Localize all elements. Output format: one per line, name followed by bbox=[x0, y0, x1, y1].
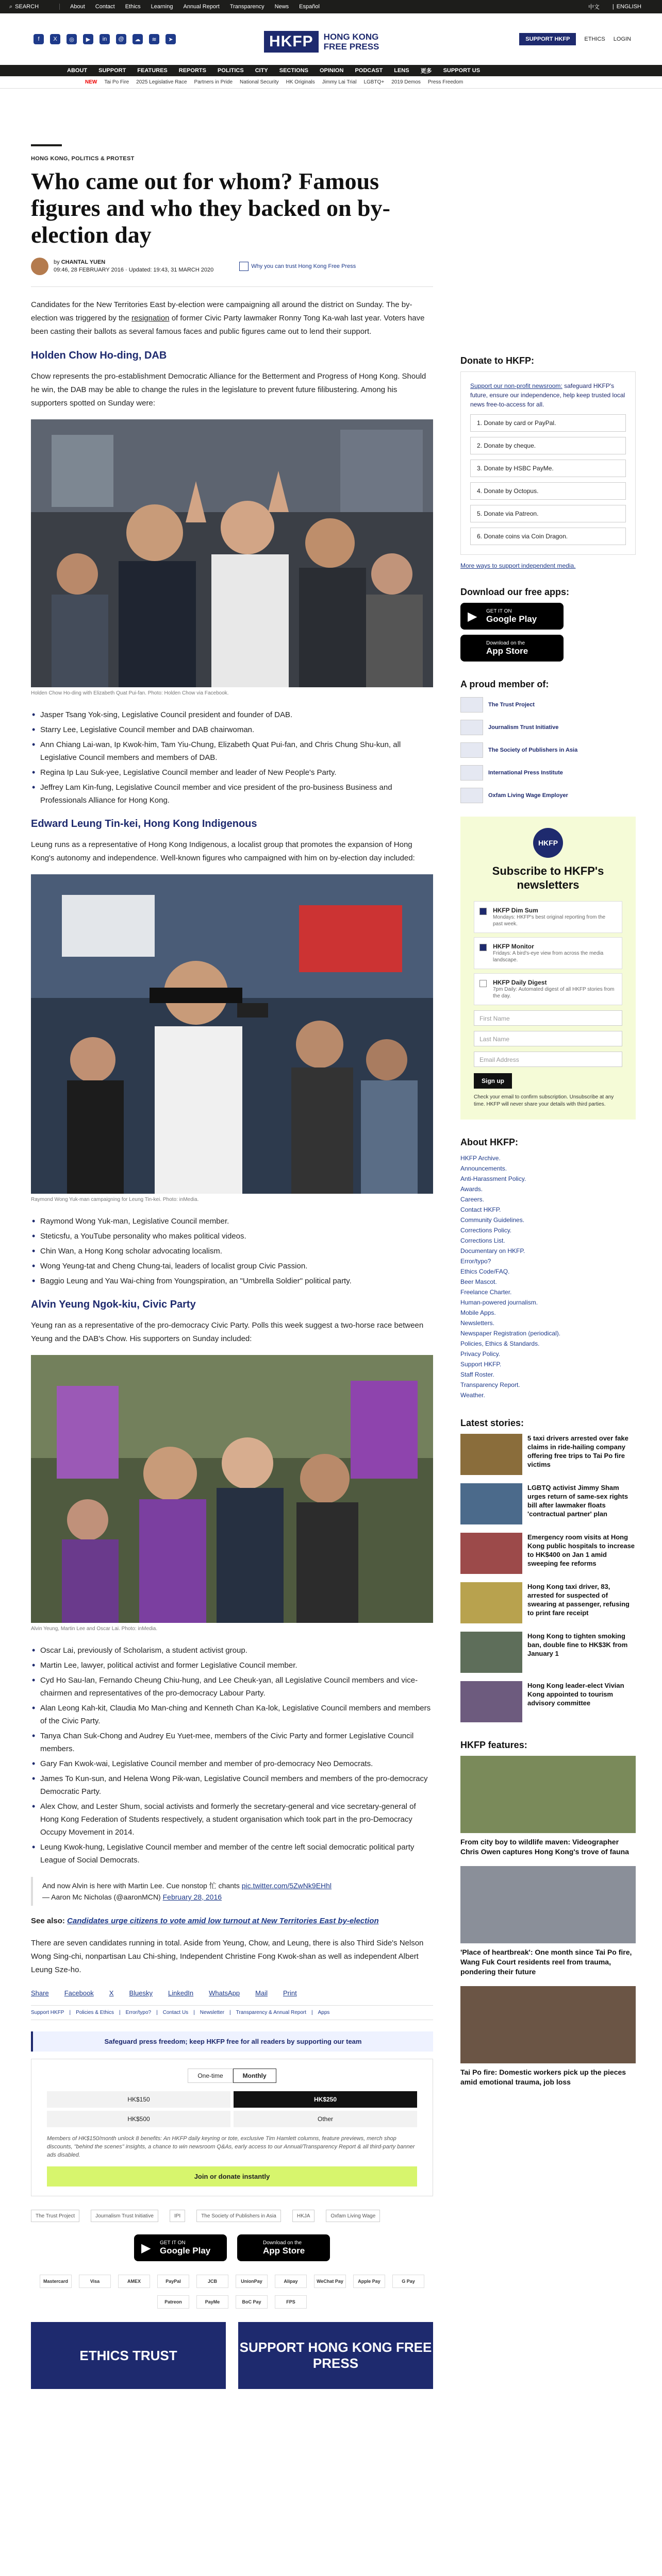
section-heading: Holden Chow Ho-ding, DAB bbox=[31, 350, 167, 361]
utility-search-label: SEARCH bbox=[15, 4, 39, 10]
first-name-input[interactable]: First Name bbox=[474, 1010, 622, 1026]
latest-heading: Latest stories: bbox=[460, 1418, 524, 1428]
divider bbox=[31, 286, 433, 287]
donate-box bbox=[460, 371, 636, 555]
newsletter-checkbox[interactable] bbox=[479, 980, 487, 987]
ethics-link[interactable]: ETHICS bbox=[584, 36, 605, 42]
footer-link[interactable]: Transparency & Annual Report bbox=[236, 2010, 307, 2015]
trending-link[interactable]: Jimmy Lai Trial bbox=[322, 79, 357, 85]
subscribe-title: Subscribe to HKFP's newsletters bbox=[492, 865, 604, 891]
payment-logo: BoC Pay bbox=[236, 2295, 268, 2309]
about-links bbox=[460, 1153, 636, 1400]
about-link[interactable]: Corrections Policy. bbox=[460, 1227, 512, 1234]
partner-logo[interactable]: IPI bbox=[170, 2210, 185, 2222]
share-bar bbox=[31, 1989, 433, 1997]
author-avatar bbox=[31, 258, 48, 275]
dateline: 09:46, 28 FEBRUARY 2016 · Updated: 19:43, 31 MARCH 2020 bbox=[54, 267, 214, 273]
story-thumbnail[interactable] bbox=[460, 1483, 522, 1524]
support-hkfp-banner[interactable]: SUPPORT HONG KONG FREE PRESS bbox=[238, 2322, 433, 2389]
utility-link[interactable]: Learning bbox=[151, 4, 173, 10]
share-x[interactable]: X bbox=[109, 1989, 114, 1997]
story-thumbnail[interactable] bbox=[460, 1434, 522, 1475]
nav-item[interactable]: SUPPORT bbox=[98, 67, 126, 74]
about-link[interactable]: Newspaper Registration (periodical). bbox=[460, 1330, 561, 1337]
article-category[interactable]: HONG KONG, POLITICS & PROTEST bbox=[31, 156, 135, 162]
article bbox=[31, 103, 433, 2389]
feature-item[interactable] bbox=[460, 1866, 636, 1977]
nav-item[interactable]: POLITICS bbox=[217, 67, 244, 74]
newsletter-signup bbox=[460, 817, 636, 1120]
list-item: • Chin Wan, a Hong Kong scholar advocating localism. bbox=[31, 1245, 433, 1258]
google-play-icon: ▶ bbox=[468, 609, 477, 623]
payment-logo: FPS bbox=[275, 2295, 307, 2309]
last-name-input[interactable]: Last Name bbox=[474, 1031, 622, 1046]
newsletter-option[interactable]: HKFP Dim Sum Mondays: HKFP's best original reporting from the past week. bbox=[474, 901, 622, 933]
social-icons bbox=[34, 34, 176, 44]
app-store-badge[interactable]: Download on the App Store bbox=[460, 635, 564, 662]
amount-option[interactable]: HK$500 bbox=[47, 2111, 230, 2127]
story-item[interactable] bbox=[460, 1434, 636, 1475]
oxfam-icon bbox=[460, 788, 483, 803]
list-item: • Alex Chow, and Lester Shum, social activists and formerly the secretary-general and vice secretary-general of Hong Kong Federation of Students respectively, a student organisation which took part in the pro-Democracy Occupy Movement in 2014. bbox=[31, 1800, 433, 1839]
list-item: • Cyd Ho Sau-lan, Fernando Cheung Chiu-hung, and Lee Cheuk-yan, all Legislative Council members and vice-chairmen and representatives of the pro-democracy Labour Party. bbox=[31, 1674, 433, 1700]
youtube-icon[interactable]: ▶ bbox=[83, 34, 93, 44]
amount-option-selected[interactable]: HK$250 bbox=[234, 2091, 417, 2108]
nav-item[interactable]: 更多 bbox=[420, 68, 432, 74]
photo-caption: Alvin Yeung, Martin Lee and Oscar Lai. Photo: inMedia. bbox=[31, 1626, 158, 1632]
list-item: • Wong Yeung-tat and Cheng Chung-tai, leaders of localist group Civic Passion. bbox=[31, 1260, 433, 1273]
about-link[interactable]: Community Guidelines. bbox=[460, 1216, 525, 1224]
member-logo[interactable]: The Trust Project bbox=[460, 697, 636, 713]
nav-item[interactable]: SUPPORT US bbox=[443, 67, 481, 74]
about-link[interactable]: Weather. bbox=[460, 1392, 485, 1399]
nav-item[interactable]: CITY bbox=[255, 67, 268, 74]
footer-link[interactable]: Error/typo? bbox=[125, 2010, 152, 2015]
payment-logo: JCB bbox=[196, 2275, 228, 2288]
list-item: • Gary Fan Kwok-wai, Legislative Council member and member of pro-democracy Neo Democrats. bbox=[31, 1757, 433, 1770]
support-hkfp-button[interactable]: SUPPORT HKFP bbox=[519, 33, 576, 45]
utility-link[interactable]: News bbox=[274, 4, 289, 10]
footer-link[interactable]: Newsletter bbox=[200, 2010, 225, 2015]
payment-methods bbox=[31, 2275, 433, 2309]
donate-option[interactable]: 3. Donate by HSBC PayMe. bbox=[470, 460, 626, 477]
section-paragraph: Chow represents the pro-establishment Democratic Alliance for the Betterment and Progress of Hong Kong. Should he win, the DAB may be able to change the rules in the legislature to prevent future filibustering. Among his supporters spotted on Sunday were: bbox=[31, 372, 426, 408]
about-link[interactable]: Transparency Report. bbox=[460, 1381, 520, 1388]
trust-link[interactable] bbox=[239, 262, 356, 271]
subscribe-fine-print: Check your email to confirm subscription. Unsubscribe at any time. HKFP will never share your details with third parties. bbox=[474, 1094, 614, 1107]
by-prefix: by bbox=[54, 259, 60, 265]
story-thumbnail[interactable] bbox=[460, 1533, 522, 1574]
frequency-toggle bbox=[47, 2069, 417, 2083]
member-section bbox=[460, 679, 636, 803]
story-item[interactable] bbox=[460, 1681, 636, 1722]
partner-logo[interactable]: The Trust Project bbox=[31, 2210, 79, 2222]
photo-illustration bbox=[31, 419, 433, 687]
linkedin-icon[interactable]: in bbox=[100, 34, 110, 44]
telegram-icon[interactable]: ➤ bbox=[166, 34, 176, 44]
trending-link[interactable]: Tai Po Fire bbox=[104, 79, 129, 85]
app-store-links bbox=[31, 2234, 433, 2261]
list-item: • Leung Kwok-hung, Legislative Council member and member of the centre left social democratic political party League of Social Democrats. bbox=[31, 1841, 433, 1867]
section-heading: Edward Leung Tin-kei, Hong Kong Indigenous bbox=[31, 818, 257, 829]
member-logo[interactable]: The Society of Publishers in Asia bbox=[460, 742, 636, 758]
article-title: Who came out for whom? Famous figures and who they backed on by-election day bbox=[31, 168, 390, 248]
about-link[interactable]: Human-powered journalism. bbox=[460, 1299, 538, 1306]
list-item: • Steticsfu, a YouTube personality who makes political videos. bbox=[31, 1230, 433, 1243]
feature-image[interactable] bbox=[460, 1756, 636, 1833]
sign-up-button[interactable]: Sign up bbox=[474, 1073, 512, 1089]
support-banner[interactable]: Safeguard press freedom; keep HKFP free for all readers by supporting our team bbox=[31, 2031, 433, 2052]
instagram-icon[interactable]: ◎ bbox=[67, 34, 77, 44]
donate-option[interactable]: 4. Donate by Octopus. bbox=[470, 482, 626, 500]
about-link[interactable]: Careers. bbox=[460, 1196, 485, 1203]
donate-intro: Support our non-profit newsroom: safeguard HKFP's future, ensure our independence, help keep trusted local news free-to-access for all. bbox=[470, 382, 625, 408]
newsletter-option[interactable]: HKFP Daily Digest 7pm Daily: Automated digest of all HKFP stories from the day. bbox=[474, 973, 622, 1005]
amount-option[interactable]: HK$150 bbox=[47, 2091, 230, 2108]
tweet-author: — Aaron Mc Nicholas (@aaronMCN) bbox=[42, 1893, 161, 1901]
trust-icon bbox=[239, 262, 249, 271]
rss-icon[interactable]: ≋ bbox=[149, 34, 159, 44]
google-play-badge[interactable]: ▶ GET IT ON Google Play bbox=[460, 603, 564, 630]
trust-link-text: Why you can trust Hong Kong Free Press bbox=[251, 263, 356, 269]
payment-logo: Apple Pay bbox=[353, 2275, 385, 2288]
about-section bbox=[460, 1137, 636, 1400]
list-item: • Alan Leong Kah-kit, Claudia Mo Man-ching and Kenneth Chan Ka-lok, Legislative Council members and members of the Civic Party. bbox=[31, 1702, 433, 1727]
trending-link[interactable]: 2019 Demos bbox=[391, 79, 421, 85]
list-item: • Martin Lee, lawyer, political activist and former Legislative Council member. bbox=[31, 1659, 433, 1672]
about-link[interactable]: Error/typo? bbox=[460, 1258, 491, 1265]
payment-logo: WeChat Pay bbox=[314, 2275, 346, 2288]
newsletter-option[interactable]: HKFP Monitor Fridays: A bird's-eye view from across the media landscape. bbox=[474, 937, 622, 969]
share-label: Share bbox=[31, 1989, 49, 1997]
logo-mark: HKFP bbox=[264, 31, 319, 53]
story-title[interactable]: Hong Kong leader-elect Vivian Kong appointed to tourism advisory committee bbox=[527, 1682, 624, 1707]
story-thumbnail[interactable] bbox=[460, 1681, 522, 1722]
about-link[interactable]: Freelance Charter. bbox=[460, 1289, 512, 1296]
list-item: • Jeffrey Lam Kin-fung, Legislative Council member and vice president of the pro-business Business and Professionals Alliance for Hong Kong. bbox=[31, 781, 433, 807]
latest-stories bbox=[460, 1418, 636, 1722]
about-heading: About HKFP: bbox=[460, 1137, 518, 1147]
member-logo[interactable]: Oxfam Living Wage Employer bbox=[460, 788, 636, 803]
trending-link[interactable]: HK Originals bbox=[286, 79, 315, 85]
feature-image[interactable] bbox=[460, 1986, 636, 2063]
payment-logo: Alipay bbox=[275, 2275, 307, 2288]
payment-logo: AMEX bbox=[118, 2275, 150, 2288]
member-logo[interactable]: International Press Institute bbox=[460, 765, 636, 781]
section-heading: Alvin Yeung Ngok-kiu, Civic Party bbox=[31, 1299, 196, 1310]
ethics-banner[interactable]: ETHICS TRUST bbox=[31, 2322, 226, 2389]
facebook-icon[interactable]: f bbox=[34, 34, 44, 44]
toggle-monthly[interactable]: Monthly bbox=[233, 2069, 276, 2083]
amount-option-other[interactable]: Other bbox=[234, 2111, 417, 2127]
about-link[interactable]: Documentary on HKFP. bbox=[460, 1247, 525, 1255]
story-item[interactable] bbox=[460, 1483, 636, 1524]
feature-item[interactable] bbox=[460, 1756, 636, 1857]
share-linkedin[interactable]: LinkedIn bbox=[168, 1989, 194, 1997]
section-paragraph: Leung runs as a representative of Hong Kong Indigenous, a localist group that promotes the expansion of Hong Kong's autonomy and independence. Well-known figures who campaigned with him on by-election day included: bbox=[31, 840, 415, 862]
about-link[interactable]: Beer Mascot. bbox=[460, 1278, 497, 1285]
partner-logos bbox=[31, 2210, 433, 2222]
article-photo bbox=[31, 874, 433, 1194]
nav-item[interactable]: LENS bbox=[394, 67, 409, 74]
tweet-pic-link[interactable]: pic.twitter.com/5ZwNk9EHhl bbox=[241, 1882, 332, 1890]
list-item: • Raymond Wong Yuk-man, Legislative Council member. bbox=[31, 1215, 433, 1228]
story-item[interactable] bbox=[460, 1632, 636, 1673]
google-play-badge[interactable]: ▶ GET IT ON Google Play bbox=[134, 2234, 227, 2261]
share-facebook[interactable]: Facebook bbox=[64, 1989, 94, 1997]
trending-link[interactable]: Press Freedom bbox=[427, 79, 464, 85]
divider bbox=[59, 4, 60, 10]
utility-link[interactable]: Transparency bbox=[229, 4, 264, 10]
list-item: • Baggio Leung and Yau Wai-ching from Youngspiration, an "Umbrella Soldier" political party. bbox=[31, 1275, 433, 1287]
story-thumbnail[interactable] bbox=[460, 1582, 522, 1623]
about-link[interactable]: Mobile Apps. bbox=[460, 1309, 496, 1316]
resignation-link[interactable]: resignation bbox=[131, 314, 170, 323]
nav-item[interactable]: ABOUT bbox=[67, 67, 88, 74]
article-photo bbox=[31, 1355, 433, 1623]
story-title[interactable]: Hong Kong to tighten smoking ban, double fine to HK$3K from January 1 bbox=[527, 1632, 628, 1657]
trending-link[interactable]: 2025 Legislative Race bbox=[136, 79, 187, 85]
share-print[interactable]: Print bbox=[283, 1989, 297, 1997]
sidebar bbox=[460, 355, 636, 2096]
lang-zh[interactable]: 中文 bbox=[588, 4, 600, 10]
payment-logo: Visa bbox=[79, 2275, 111, 2288]
list-item: • Ann Chiang Lai-wan, Ip Kwok-him, Tam Yiu-Chung, Elizabeth Quat Pui-fan, and Chris Chung Shu-kun, all Legislative Council members and members of DAB. bbox=[31, 738, 433, 764]
story-title[interactable]: Emergency room visits at Hong Kong public hospitals to increase to HK$400 on Jan 1 amid sweeping fee reforms bbox=[527, 1533, 635, 1567]
hkfp-logo: HKFP bbox=[533, 828, 563, 858]
apps-heading: Download our free apps: bbox=[460, 587, 570, 597]
features-section bbox=[460, 1740, 636, 2087]
more-ways-link[interactable]: More ways to support independent media. bbox=[460, 562, 576, 569]
closing-paragraph: There are seven candidates running in total. Aside from Yeung, Chow, and Leung, there is also Third Side's Nelson Wong Sing-chi, nonpartisan Lau Chi-shing, Independent Christine Fong Kwok-shan as well as independent Albert Leung Sze-ho. bbox=[31, 1939, 424, 1974]
feature-title[interactable]: Tai Po fire: Domestic workers pick up the pieces amid emotional trauma, job loss bbox=[460, 2068, 626, 2086]
photo-illustration bbox=[31, 874, 433, 1194]
about-link[interactable]: Staff Roster. bbox=[460, 1371, 494, 1378]
trending-link[interactable]: LGBTQ+ bbox=[363, 79, 385, 85]
amount-options bbox=[47, 2091, 417, 2127]
member-logo[interactable]: Journalism Trust Initiative bbox=[460, 720, 636, 735]
login-link[interactable]: LOGIN bbox=[613, 36, 631, 42]
footer-link[interactable]: Contact Us bbox=[162, 2010, 189, 2015]
toggle-one-time[interactable]: One-time bbox=[188, 2069, 233, 2083]
ipi-icon bbox=[460, 765, 483, 781]
story-title[interactable]: 5 taxi drivers arrested over fake claims in ride-hailing company offering free trips to Tai Po fire victims bbox=[527, 1434, 628, 1468]
payment-logo: Mastercard bbox=[40, 2275, 72, 2288]
feature-title[interactable]: From city boy to wildlife maven: Videographer Chris Owen captures Hong Kong's trove of fauna bbox=[460, 1838, 629, 1856]
photo-caption: Holden Chow Ho-ding with Elizabeth Quat Pui-fan. Photo: Holden Chow via Facebook. bbox=[31, 690, 229, 696]
see-also-link[interactable]: Candidates urge citizens to vote amid low turnout at New Territories East by-election bbox=[67, 1917, 379, 1925]
sopa-icon bbox=[460, 742, 483, 758]
nav-item[interactable]: SECTIONS bbox=[279, 67, 308, 74]
apps-section bbox=[460, 587, 636, 662]
supporter-list bbox=[31, 708, 433, 807]
about-link[interactable]: Announcements. bbox=[460, 1165, 507, 1172]
footer-link[interactable]: Policies & Ethics bbox=[76, 2010, 114, 2015]
about-link[interactable]: Privacy Policy. bbox=[460, 1350, 501, 1358]
about-link[interactable]: Support HKFP. bbox=[460, 1361, 502, 1368]
about-link[interactable]: Newsletters. bbox=[460, 1319, 495, 1327]
main-nav bbox=[0, 65, 662, 76]
photo-illustration bbox=[31, 1355, 433, 1623]
app-store-badge[interactable]: Download on the App Store bbox=[237, 2234, 330, 2261]
jti-icon bbox=[460, 720, 483, 735]
feature-image[interactable] bbox=[460, 1866, 636, 1943]
list-item: • Tanya Chan Suk-Chong and Audrey Eu Yuet-mee, members of the Civic Party and former Legislative Council members. bbox=[31, 1730, 433, 1755]
tweet-text: And now Alvin is here with Martin Lee. Cue nonstop 忙 chants bbox=[42, 1882, 240, 1890]
features-heading: HKFP features: bbox=[460, 1740, 527, 1750]
payment-logo: PayPal bbox=[157, 2275, 189, 2288]
share-whatsapp[interactable]: WhatsApp bbox=[209, 1989, 240, 1997]
email-input[interactable]: Email Address bbox=[474, 1052, 622, 1067]
story-title[interactable]: LGBTQ activist Jimmy Sham urges return of same-sex rights bill after lawmaker floats 'contractual partner' plan bbox=[527, 1484, 628, 1518]
footer-link[interactable]: Apps bbox=[318, 2010, 330, 2015]
new-badge: NEW bbox=[85, 79, 97, 85]
payment-logo: UnionPay bbox=[236, 2275, 268, 2288]
join-donate-button[interactable]: Join or donate instantly bbox=[47, 2166, 417, 2187]
utility-link[interactable]: Ethics bbox=[125, 4, 141, 10]
photo-caption: Raymond Wong Yuk-man campaigning for Leung Tin-kei. Photo: inMedia. bbox=[31, 1197, 199, 1202]
about-link[interactable]: HKFP Archive. bbox=[460, 1155, 501, 1162]
utility-search[interactable]: ⌕ SEARCH bbox=[9, 3, 39, 10]
story-item[interactable] bbox=[460, 1582, 636, 1623]
language-switch[interactable]: 中文 | ENGLISH bbox=[588, 4, 641, 10]
feature-item[interactable] bbox=[460, 1986, 636, 2087]
utility-link[interactable]: Contact bbox=[95, 4, 115, 10]
section-paragraph: Yeung ran as a representative of the pro-democracy Civic Party. Polls this week suggest a two-horse race between Yeung and the DAB's Chow. His supporters on Sunday included: bbox=[31, 1321, 424, 1343]
list-item: • Regina Ip Lau Suk-yee, Legislative Council member and leader of New People's Party. bbox=[31, 766, 433, 779]
payment-logo: PayMe bbox=[196, 2295, 228, 2309]
article-footer-links: Support HKFP | Policies & Ethics | Error/typo? | Contact Us | Newsletter | Transparency & Annual Report | Apps bbox=[31, 2005, 433, 2020]
share-bluesky[interactable]: Bluesky bbox=[129, 1989, 153, 1997]
byline-text bbox=[54, 259, 213, 274]
nav-item[interactable]: PODCAST bbox=[355, 67, 383, 74]
about-link[interactable]: Policies, Ethics & Standards. bbox=[460, 1340, 540, 1347]
donate-intro-link[interactable]: Support our non-profit newsroom: bbox=[470, 382, 562, 389]
bluesky-icon[interactable]: ☁ bbox=[133, 34, 143, 44]
trending-nav bbox=[0, 76, 662, 89]
trust-project-icon bbox=[460, 697, 483, 713]
newsletter-checkbox[interactable] bbox=[479, 944, 487, 951]
list-item: • Starry Lee, Legislative Council member and DAB chairwoman. bbox=[31, 723, 433, 736]
x-icon[interactable]: X bbox=[50, 34, 60, 44]
trending-link[interactable]: Partners in Pride bbox=[194, 79, 233, 85]
membership-note: Members of HK$150/month unlock 8 benefits: An HKFP daily keyring or tote, exclusive Tim Hamlett columns, feature previews, merch shop discounts, "behind the scenes" insights, a chance to win newsroom Q&As, early access to our Annual/Transparency Report & all third-party banner ads disabled. bbox=[47, 2136, 415, 2158]
nav-item[interactable]: OPINION bbox=[319, 67, 344, 74]
payment-logo: Patreon bbox=[157, 2295, 189, 2309]
lang-en[interactable]: ENGLISH bbox=[616, 4, 641, 10]
share-mail[interactable]: Mail bbox=[255, 1989, 268, 1997]
about-link[interactable]: Corrections List. bbox=[460, 1237, 505, 1244]
article-photo bbox=[31, 419, 433, 687]
about-link[interactable]: Awards. bbox=[460, 1185, 483, 1193]
byline bbox=[31, 258, 433, 275]
nav-item[interactable]: REPORTS bbox=[178, 67, 206, 74]
site-logo[interactable] bbox=[264, 31, 379, 53]
about-link[interactable]: Contact HKFP. bbox=[460, 1206, 501, 1213]
about-link[interactable]: Anti-Harassment Policy. bbox=[460, 1175, 526, 1182]
donate-option[interactable]: 6. Donate coins via Coin Dragon. bbox=[470, 528, 626, 545]
donation-widget bbox=[31, 2059, 433, 2196]
supporter-list bbox=[31, 1644, 433, 1867]
list-item: • Jasper Tsang Yok-sing, Legislative Council president and founder of DAB. bbox=[31, 708, 433, 721]
donate-heading: Donate to HKFP: bbox=[460, 355, 534, 366]
utility-link[interactable]: Annual Report bbox=[183, 4, 220, 10]
threads-icon[interactable]: @ bbox=[116, 34, 126, 44]
partner-logo[interactable]: HKJA bbox=[292, 2210, 315, 2222]
partner-logo[interactable]: The Society of Publishers in Asia bbox=[196, 2210, 281, 2222]
supporter-list bbox=[31, 1215, 433, 1287]
see-also bbox=[31, 1915, 433, 1927]
promo-banners bbox=[31, 2322, 433, 2389]
see-also-label: See also: bbox=[31, 1917, 65, 1925]
about-link[interactable]: Ethics Code/FAQ. bbox=[460, 1268, 510, 1275]
partner-logo[interactable]: Journalism Trust Initiative bbox=[91, 2210, 158, 2222]
donate-option[interactable]: 5. Donate via Patreon. bbox=[470, 505, 626, 522]
feature-title[interactable]: 'Place of heartbreak': One month since Tai Po fire, Wang Fuk Court residents reel from trauma, pondering their future bbox=[460, 1948, 632, 1976]
article-intro: Candidates for the New Territories East by-election were campaigning all around the district on Sunday. The by-election was triggered by the resignation of former Civic Party lawmaker Ronny Tong Ka-wah last year. Voters have been casting their ballots as several famous faces and public figures came out to lend their support. bbox=[31, 300, 425, 336]
list-item: • Oscar Lai, previously of Scholarism, a student activist group. bbox=[31, 1644, 433, 1657]
story-item[interactable] bbox=[460, 1533, 636, 1574]
footer-link[interactable]: Support HKFP bbox=[31, 2010, 64, 2015]
nav-item[interactable]: FEATURES bbox=[137, 67, 168, 74]
donate-option[interactable]: 2. Donate by cheque. bbox=[470, 437, 626, 454]
trending-link[interactable]: National Security bbox=[240, 79, 279, 85]
partner-logo[interactable]: Oxfam Living Wage bbox=[326, 2210, 380, 2222]
sidebar-store-badges bbox=[460, 603, 636, 662]
logo-text: HONG KONG FREE PRESS bbox=[323, 32, 379, 52]
header-actions bbox=[519, 33, 631, 45]
list-item: • James To Kun-sun, and Helena Wong Pik-wan, Legislative Council members and members of the pro-democracy Democratic Party. bbox=[31, 1772, 433, 1798]
author-name[interactable]: CHANTAL YUEN bbox=[61, 259, 106, 265]
story-thumbnail[interactable] bbox=[460, 1632, 522, 1673]
utility-link[interactable]: About bbox=[70, 4, 85, 10]
utility-bar bbox=[0, 0, 662, 13]
member-heading: A proud member of: bbox=[460, 679, 549, 689]
tweet-date-link[interactable]: February 28, 2016 bbox=[162, 1893, 222, 1901]
google-play-icon: ▶ bbox=[141, 2241, 151, 2255]
story-title[interactable]: Hong Kong taxi driver, 83, arrested for suspected of swearing at passenger, refusing to print fare receipt bbox=[527, 1583, 630, 1617]
embedded-tweet bbox=[31, 1877, 433, 1906]
kicker-rule bbox=[31, 144, 62, 146]
payment-logo: G Pay bbox=[392, 2275, 424, 2288]
donate-option[interactable]: 1. Donate by card or PayPal. bbox=[470, 414, 626, 432]
newsletter-checkbox[interactable] bbox=[479, 908, 487, 915]
utility-link[interactable]: Español bbox=[299, 4, 320, 10]
